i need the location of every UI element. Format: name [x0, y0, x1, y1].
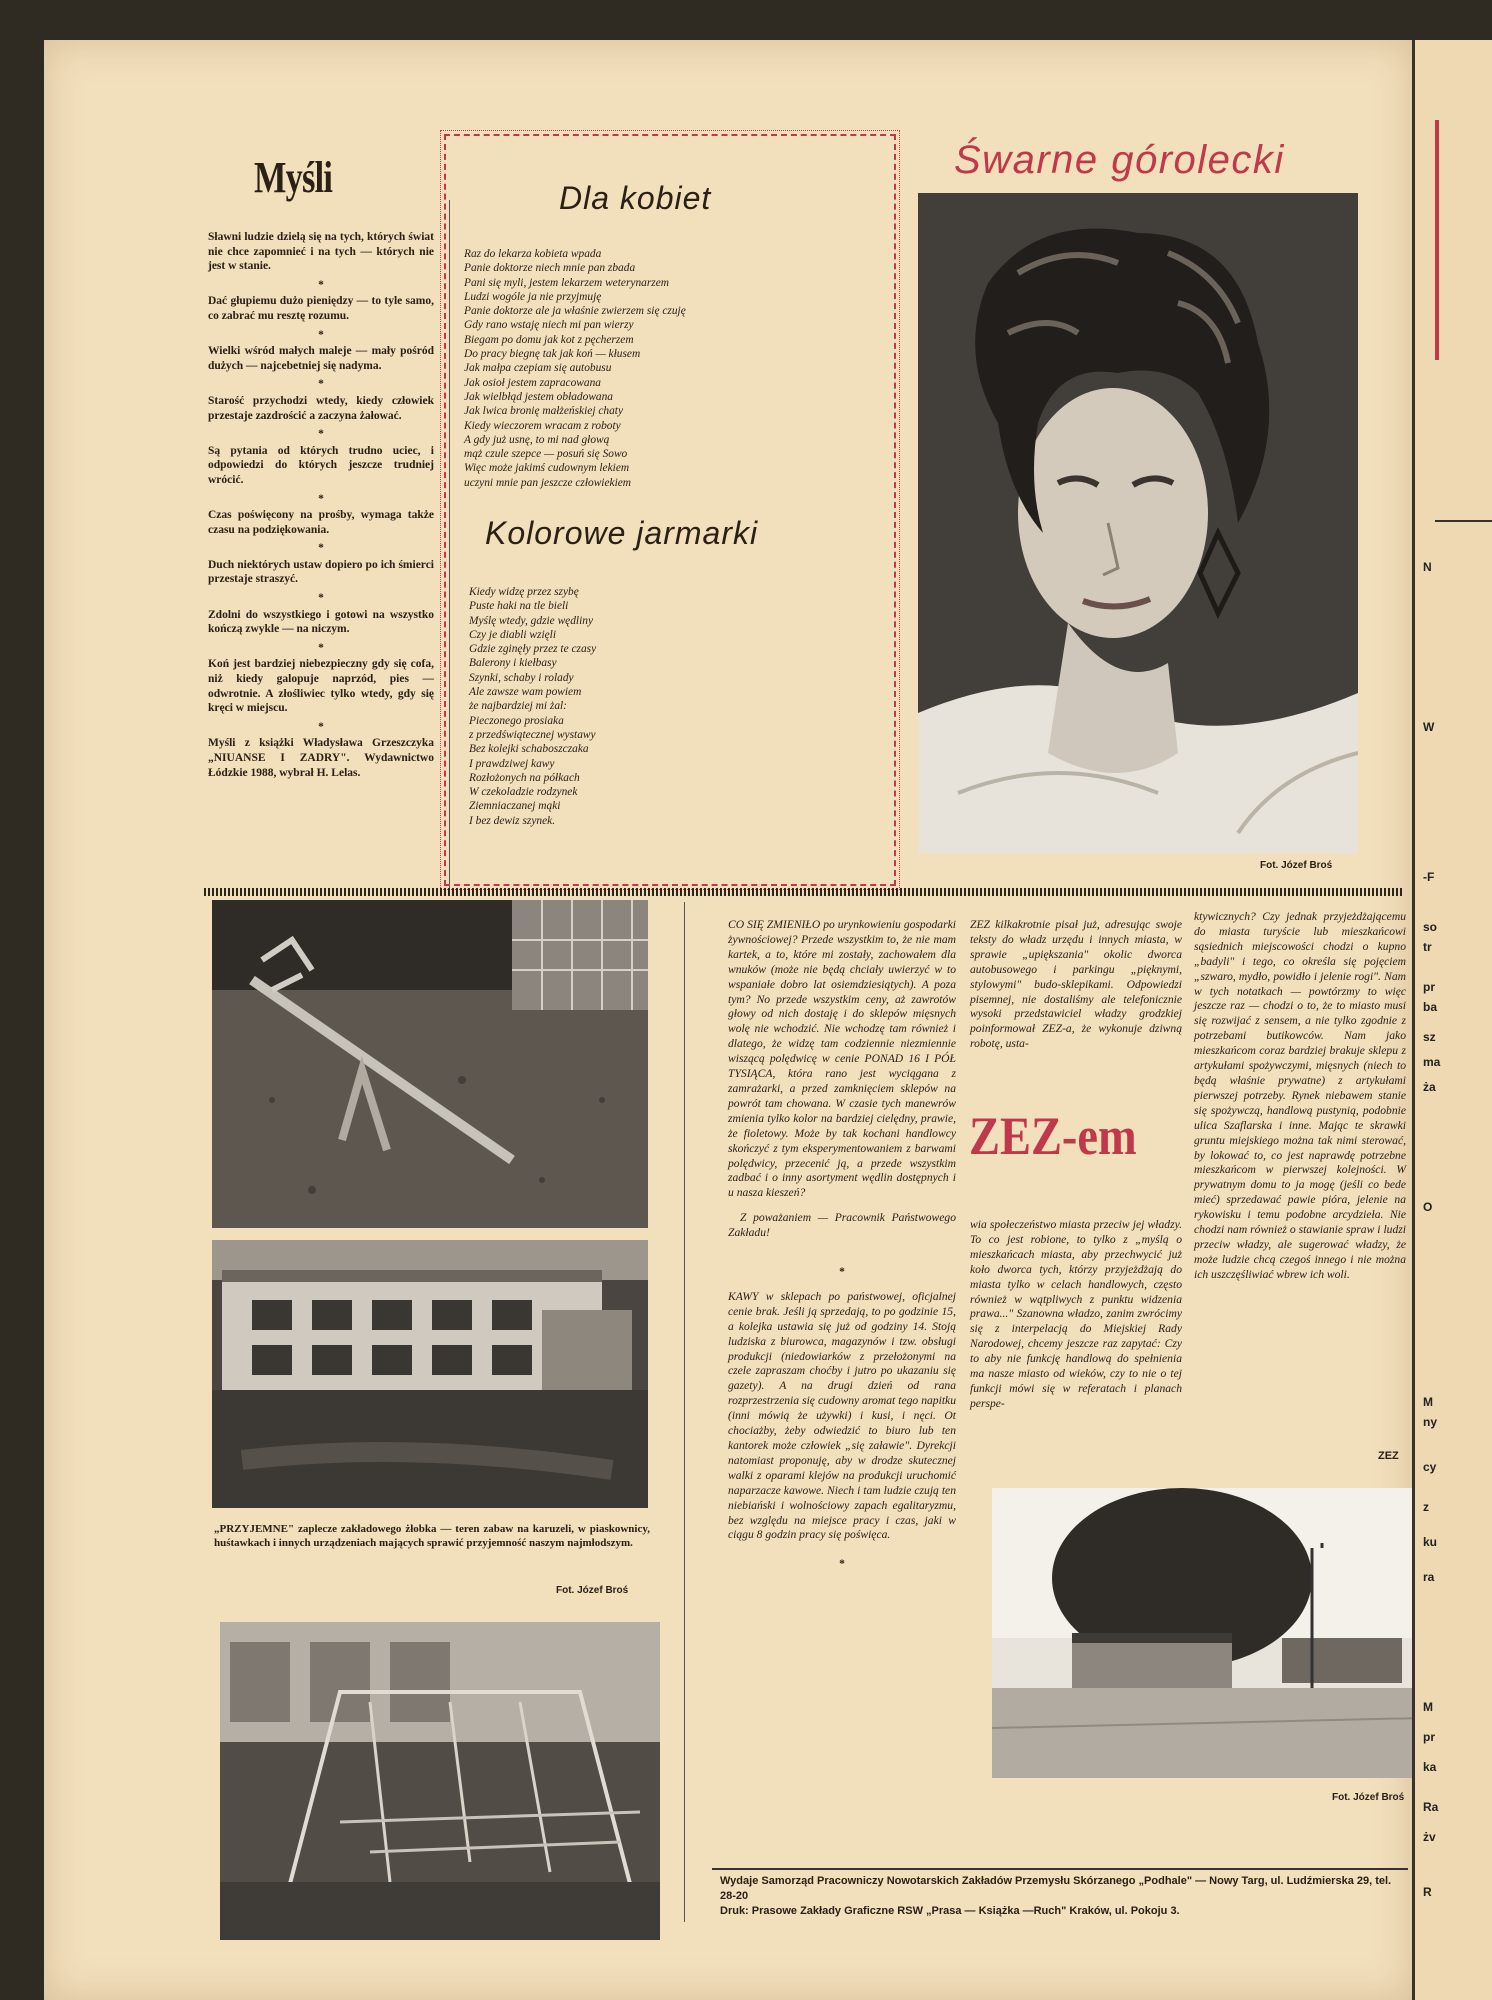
separator-star: *	[318, 641, 324, 654]
mysli-item: Duch niektórych ustaw dopiero po ich śmierci przestaje straszyć.	[208, 558, 434, 586]
mysli-item: Wielki wśród małych maleje — mały pośród dużych — najcebetniej się nadyma.	[208, 345, 434, 372]
poem-line: Myślę wtedy, gdzie wędliny	[469, 614, 594, 627]
separator-star: *	[318, 592, 324, 605]
poem-line: Ziemniaczanej mąki	[469, 800, 561, 813]
bus-station-photo-credit: Fot. Józef Broś	[1332, 1792, 1405, 1803]
poem-line: Raz do lekarza kobieta wpada	[464, 248, 602, 260]
strip-red-block	[1435, 120, 1492, 360]
poem-line: Jak małpa czepiam się autobusu	[464, 362, 612, 375]
strip-fragment: ża	[1423, 1080, 1436, 1094]
strip-fragment: cy	[1423, 1460, 1437, 1474]
poem-line: Puste haki na tle bieli	[469, 600, 569, 613]
letter-column	[728, 918, 956, 1574]
poem-line: Kiedy wieczorem wracam z roboty	[464, 419, 621, 432]
mysli-item: Koń jest bardziej niebezpieczny gdy się cofa, niż kiedy galopuje naprzód, pies — odwrotnie. A złośliwiec tylko wtedy, gdy się kręci w miejscu.	[208, 658, 434, 715]
separator-star: *	[839, 1265, 845, 1279]
zez-text-3: ktywicznych? Czy jednak przyjeżdżającemu do miasta turyście lub mieszkańcowi sąsiednich miejscowości chodzi o kupno „badyli" i tego, co określa się pojęciem „szwaro, mydło, powidło i jelenie rogi". Nam w tych notatkach — powtórzmy to więc jeszcze raz — chodzi o to, że to miasto musi się rozwijać z sensem, a nie tylko zgodnie z potrzebami butikowców. Nam jako mieszkańcom coraz bardziej brakuje sklepu z artykułami spożywczymi, mięsnych (niech to będą właśnie prywatne) z artykułami pierwszej potrzeby. Rynek niebawem stanie się spożywczą, handlową pustynią, podobnie ulica Szaflarska i inne. Mając te skrawki gruntu miejskiego można tak nimi sterować, by lokować to, co jest naprawdę potrzebne mieszkańcom w pierwszej kolejności. W prywatnym domu to ja mogę (jeśli co bede mieć) sprzedawać pawie pióra, jelenie na rykowisku i temu podobne arcydzieła. Nie chodzi nam również o stawianie spraw i ludzi przeciw władzy, ale sugerować władzy, że może ludzie chcą czegoś innego i nie można ich uszczęśliwiać wbrew ich woli.	[1194, 910, 1406, 1281]
strip-fragment: so	[1423, 920, 1438, 934]
poem-line: W czekoladzie rodzynek	[469, 786, 578, 799]
mysli-item: Są pytania od których trudno uciec, i odpowiedzi do których jeszcze trudniej wrócić.	[208, 444, 434, 486]
poem-line: I bez dewiz szynek.	[469, 814, 556, 827]
strip-fragment: ka	[1423, 1760, 1437, 1774]
dla-kobiet-title: Dla kobiet	[559, 180, 712, 216]
seesaw-image	[212, 900, 648, 1228]
strip-fragment: sz	[1423, 1030, 1436, 1044]
section-divider	[204, 888, 1404, 896]
zez-text-1: ZEZ kilkakrotnie pisał już, adresując swoje teksty do władz urzędu i innych miasta, w sprawie „upiększania" okolic dworca autobusowego i parkingu „pięknymi, stylowymi" budo-sklepikami. Odpowiedzi pisemnej, nie dostaliśmy ale telefonicznie wysoki przedstawiciel władzy grodzkiej poinformował ZEZ-a, że wykonuje dziwną robotę, usta-	[970, 918, 1182, 1051]
strip-fragment: -F	[1423, 870, 1435, 884]
strip-fragment: pr	[1423, 1730, 1435, 1744]
poem-line: Balerony i kiełbasy	[469, 657, 557, 670]
kolorowe-jarmarki-poem	[469, 585, 769, 828]
poem-line: Jak lwica bronię małżeńskiej chaty	[464, 405, 624, 418]
portrait-woman-image	[918, 193, 1358, 853]
strip-fragment: ma	[1423, 1055, 1441, 1069]
playground-photo-3	[220, 1622, 660, 1940]
newspaper-page	[44, 40, 1412, 2000]
poem-line: Biegam po domu jak kot z pęcherzem	[464, 333, 634, 346]
poem-line: Gdy rano wstaję niech mi pan wierzy	[464, 319, 634, 332]
nursery-building-image	[212, 1240, 648, 1508]
separator-star: *	[318, 720, 324, 733]
portrait-photo	[918, 193, 1358, 853]
strip-fragment: Ra	[1423, 1800, 1439, 1814]
mysli-source: Myśli z książki Władysława Grzeszczyka „NIUANSE I ZADRY". Wydawnictwo Łódzkie 1988, wybrał H. Lelas.	[208, 737, 434, 779]
zlobek-caption: „PRZYJEMNE" zaplecze zakładowego żłobka — teren zabaw na karuzeli, w piaskownicy, huśtawkach i innych urządzeniach mających sprawić przyjemność naszym najmłodszym.	[214, 1523, 650, 1549]
zez-title: ZEZ-em	[969, 1106, 1137, 1166]
strip-fragment: R	[1423, 1885, 1432, 1899]
strip-fragment: żv	[1423, 1830, 1436, 1844]
separator-star: *	[839, 1557, 845, 1571]
strip-fragment: N	[1423, 560, 1432, 574]
letter-coffee-text: KAWY w sklepach po państwowej, oficjalnej cenie brak. Jeśli ją sprzedają, to po godzinie 15, a kolejka ustawia się już od godziny 14. Stoją ludziska z biurowca, magazynów i tzw. obsługi produkcji (niedowiarków z przełożonymi na czele zapraszam choćby i jutro po ukazaniu się gazety). A na drugi dzień od rana rozprzestrzenia się cudowny aromat tego napitku (inni mówią że używki) i kusi, i nęci. Ot chociażby, żeby odwiedzić to biuro lub ten kantorek może człowiek „się załawie". Dyrekcji natomiast proponuję, aby w drodze skutecznej walki z oparami klejów na produkcji uruchomić naparzacze kawowe. Niech i tam ludzie czują ten niebiański i wolnościowy zapach egalitaryzmu, bez względu na miejsce pracy i czas, jaki w ciągu 8 godzin pracy się poświęca.	[728, 1289, 956, 1542]
poem-line: Do pracy biegnę tak jak koń — kłusem	[464, 348, 641, 361]
poem-line: Panie doktorze ale ja właśnie zwierzem się czuję	[464, 305, 686, 318]
poem-line: Więc może jakimś cudownym lekiem	[464, 462, 630, 475]
poem-line: Pieczonego prosiaka	[469, 714, 564, 727]
letter-prices-text: CO SIĘ ZMIENIŁO po urynkowieniu gospodarki żywnościowej? Przede wszystkim to, że nie mam kartek, a to, które mi zostały, zachowałem dla wnuków (może nie będą chciały uwierzyć w to wspaniałe dobro lat osiemdziesiątych). A poza tym? No przede wszystkim ceny, aż zawrotów głowy od nich dostaję i do sklepów mięsnych wolę nie wchodzić. Nie wchodzę tam również i dlatego, że widzę tam codziennie niezmiennie wiszącą polędwicę w cenie PONAD 16 I PÓŁ TYSIĄCA, która rano jest wyciągana z zamrażarki, a przed zamknięciem sklepów na powrót tam chowana. W czasie tych manewrów zmienia tylko kolor na bardziej cielędny, prawie, że fioletowy. Może by tak kochani handlowcy skończyć z tym eksperymentowaniem z barwami polędwicy, przecenić ją, a przede wszystkim zadbać i o inny asortyment wędlin dostępnych i u nasza kieszeń?	[728, 918, 956, 1200]
mysli-item: Sławni ludzie dzielą się na tych, których świat nie chce zapomnieć i na tych — których nie jest w stanie.	[208, 231, 434, 273]
swarne-photo-credit: Fot. Józef Broś	[1260, 860, 1333, 871]
bus-station-photo	[992, 1488, 1412, 1778]
poem-line: że najbardziej mi żal:	[469, 700, 567, 713]
bus-station-image	[992, 1488, 1412, 1778]
strip-fragment: tr	[1423, 940, 1432, 954]
next-page-strip	[1412, 40, 1492, 2000]
poem-line: Czy je diabli wzięli	[469, 628, 557, 641]
separator-star: *	[318, 428, 324, 441]
poem-line: Panie doktorze niech mnie pan zbada	[464, 262, 636, 275]
strip-fragment: ra	[1423, 1570, 1435, 1584]
separator-star: *	[318, 328, 324, 341]
mysli-item: Dać głupiemu dużo pieniędzy — to tyle samo, co zabrać mu resztę rozumu.	[208, 295, 434, 322]
poem-line: Rozłożonych na półkach	[469, 771, 580, 784]
strip-fragment: ny	[1423, 1415, 1438, 1429]
footer	[720, 1874, 1410, 1919]
mysli-title: Myśli	[254, 153, 333, 202]
column-rule	[684, 902, 685, 1922]
mysli-item: Starość przychodzi wtedy, kiedy człowiek przestaje zazdrościć a zaczyna żałować.	[208, 394, 434, 422]
strip-fragment: ba	[1423, 1000, 1438, 1014]
mysli-item: Zdolni do wszystkiego i gotowi na wszystko kończą zwykle — na niczym.	[208, 608, 434, 636]
poem-line: uczyni mnie pan jeszcze człowiekiem	[464, 476, 632, 489]
poem-line: Ludzi wogóle ja nie przyjmuję	[464, 290, 602, 303]
playground-photo-1	[212, 900, 648, 1228]
footer-rule	[712, 1868, 1408, 1870]
separator-star: *	[318, 492, 324, 505]
poem-line: Gdzie zginęły przez te czasy	[469, 643, 597, 656]
poem-line: Pani się myli, jestem lekarzem weterynarzem	[464, 276, 669, 289]
footer-printer: Druk: Prasowe Zakłady Graficzne RSW „Prasa — Książka —Ruch" Kraków, ul. Pokoju 3.	[720, 1905, 1180, 1917]
poem-line: Bez kolejki schaboszczaka	[469, 743, 589, 756]
footer-publisher: Wydaje Samorząd Pracowniczy Nowotarskich Zakładów Przemysłu Skórzanego „Podhale" — Nowy Targ, ul. Ludźmierska 29, tel. 28-20	[720, 1875, 1392, 1902]
zlobek-photo-credit: Fot. Józef Broś	[556, 1585, 629, 1596]
strip-fragment: W	[1423, 720, 1435, 734]
zez-text-2: wia społeczeństwo miasta przeciw jej władzy. To co jest robione, to tylko z „myślą o mieszkańcach miasta, aby przechwycić już koło dworca tych, którzy przyjeżdżają do miasta tylko w celach handlowych, często również w wątpliwych z punktu widzenia prawa..." Szanowna władzo, zanim zwrócimy się z interpelacją do Miejskiej Rady Narodowej, chcemy jeszcze raz zapytać: Czy to aby nie funkcję handlową do spełnienia ma nasze miasto od wieków, czy to nie o tej funkcji mówi się w referatach i planach perspe-	[970, 1218, 1182, 1410]
poem-line: Ale zawsze wam powiem	[469, 686, 582, 699]
separator-star: *	[318, 378, 324, 391]
playground-photo-2	[212, 1240, 648, 1508]
letter-signature: Z poważaniem — Pracownik Państwowego Zakładu!	[728, 1211, 956, 1240]
swarne-title: Śwarne górolecki	[954, 138, 1285, 182]
strip-fragment: ku	[1423, 1535, 1438, 1549]
poem-line: z przedświątecznej wystawy	[469, 728, 596, 741]
strip-fragment: pr	[1423, 980, 1435, 994]
separator-star: *	[318, 542, 324, 555]
kolorowe-jarmarki-title: Kolorowe jarmarki	[485, 515, 759, 551]
separator-star: *	[318, 278, 324, 291]
mysli-text	[208, 230, 434, 784]
poem-line: Kiedy widzę przez szybę	[469, 586, 579, 598]
strip-fragment: M	[1423, 1395, 1433, 1409]
poem-line: Jak wielbłąd jestem obładowana	[464, 390, 614, 403]
strip-fragment: M	[1423, 1700, 1433, 1714]
strip-rule	[1435, 520, 1492, 522]
poem-line: I prawdziwej kawy	[469, 757, 555, 770]
strip-fragment: z	[1423, 1500, 1429, 1514]
poem-line: A gdy już usnę, to mi nad głową	[464, 433, 610, 446]
poem-line: mąż czule szepce — posuń się Sowo	[464, 448, 628, 461]
swings-image	[220, 1622, 660, 1940]
mysli-item: Czas poświęcony na prośby, wymaga także czasu na podziękowania.	[208, 509, 434, 536]
dla-kobiet-poem	[464, 247, 884, 490]
poem-line: Szynki, schaby i rolady	[469, 671, 574, 684]
strip-fragment: O	[1423, 1200, 1433, 1214]
poem-line: Jak osioł jestem zapracowana	[464, 376, 601, 389]
zez-signature: ZEZ	[1378, 1450, 1399, 1462]
